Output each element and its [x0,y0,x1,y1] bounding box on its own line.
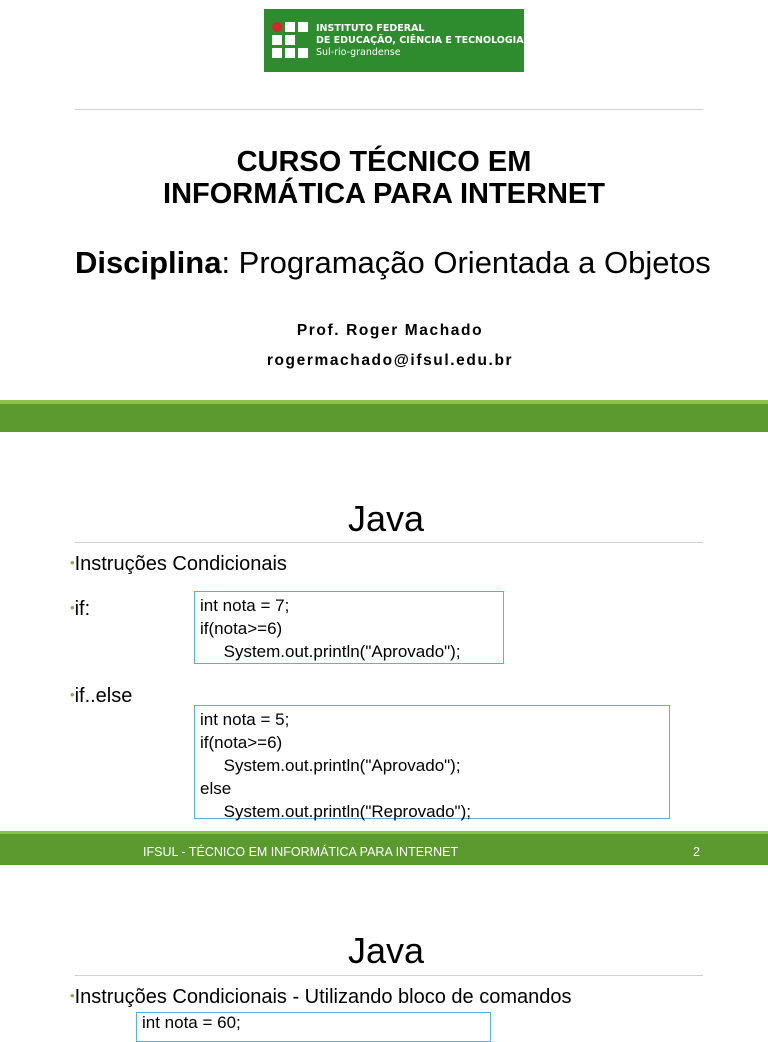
slide2-bullet-ifelse: •if..else [70,685,133,707]
professor-name: Prof. Roger Machado [296,322,484,339]
logo-line-3: Sul-rio-grandense [316,46,401,58]
code-block-ifelse: int nota = 5; if(nota>=6) System.out.println("Aprovado"); else System.out.println("Reprovado"); [194,705,670,819]
code-block-if: int nota = 7; if(nota>=6) System.out.println("Aprovado"); [194,591,504,664]
slide2-title: Java [347,498,425,539]
course-title-line-1: CURSO TÉCNICO EM [236,146,532,178]
ifsul-logo [264,9,524,72]
course-title [0,146,768,210]
logo-line-2: DE EDUCAÇÃO, CIÊNCIA E TECNOLOGIA [316,34,524,46]
slide1-footer-band [0,404,768,432]
logo-line-1: INSTITUTO FEDERAL [316,22,425,34]
slide3-title: Java [347,930,425,971]
footer-course-text: IFSUL - TÉCNICO EM INFORMÁTICA PARA INTERNET [143,845,459,859]
bullet-icon: • [70,687,75,702]
professor-email: rogermachado@ifsul.edu.br [266,352,514,369]
title-divider [75,109,703,110]
discipline-label: Disciplina [75,245,222,280]
discipline-line [75,245,755,281]
slide2-bullet-intro: •Instruções Condicionais [70,553,287,575]
logo-text [316,23,524,59]
discipline-value: : Programação Orientada a Objetos [221,245,711,280]
bullet-icon: • [70,555,75,570]
slide3-bullet-intro: •Instruções Condicionais - Utilizando bloco de comandos [70,986,572,1008]
bullet-icon: • [70,600,75,615]
bullet-icon: • [70,988,75,1003]
course-title-line-2: INFORMÁTICA PARA INTERNET [163,178,605,210]
page-number: 2 [693,845,700,859]
slide2-title-divider [75,542,703,543]
code-block-partial: int nota = 60; [136,1012,491,1042]
slide2-bullet-if: •if: [70,598,91,620]
ifsul-logo-mark-icon [272,22,308,60]
slide3-title-divider [75,975,703,976]
